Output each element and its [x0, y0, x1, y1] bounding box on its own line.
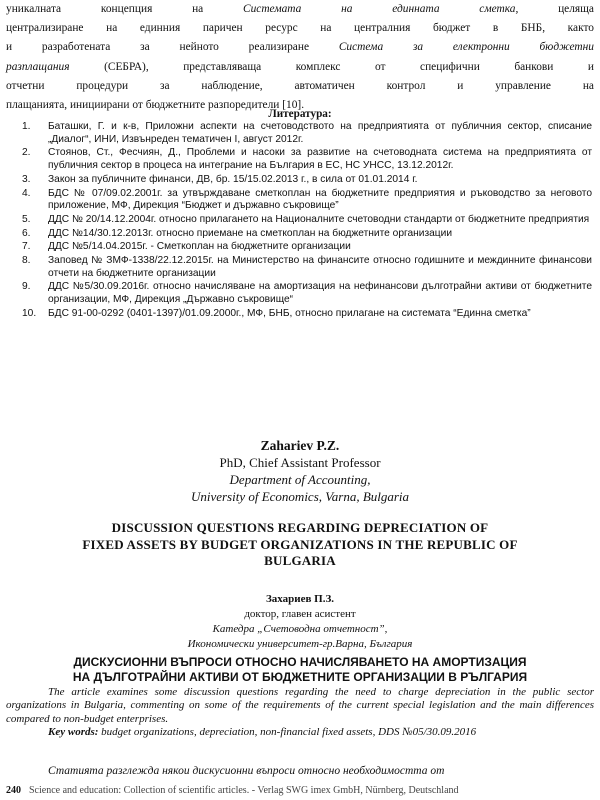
reference-number: 7.	[22, 241, 31, 253]
page-number: 240	[6, 785, 21, 796]
intro-text: отчетни процедури за наблюдение, автоматичен контрол и управление на	[6, 79, 594, 92]
reference-item	[22, 308, 592, 321]
intro-line-1	[6, 0, 594, 19]
footer-text: Science and education: Collection of scientific articles. - Verlag SWG imex GmbH, Nürnberg, Deutschland	[29, 785, 459, 796]
keywords	[6, 726, 594, 739]
reference-text: Заповед № ЗМФ-1338/22.12.2015г. на Министерство на финансите относно годишните и междинните финансови отчети на бюджетните организации	[48, 255, 592, 279]
abstract-en: The article examines some discussion questions regarding the need to charge depreciation in the public sector organizations in Bulgaria, commenting on some of the requirements of the current special legislation and the main differences compared to non-budget enterprises.	[6, 686, 594, 725]
intro-text: централизиране на единния паричен ресурс на централния бюджет в БНБ, както	[6, 22, 594, 35]
reference-text: Баташки, Г. и к-в, Приложни аспекти на счетоводството на предприятията от публичния сектор, списание „Диалог“, ИНИ, Извънреден тематичен I, август 2012г.	[48, 121, 592, 145]
intro-emphasis: разплащания	[6, 60, 70, 73]
literature-heading: Литература:	[268, 108, 332, 120]
intro-line-5	[6, 77, 594, 96]
reference-text: БДС 91-00-0292 (0401-1397)/01.09.2000г., МФ, БНБ, относно прилагане на системата “Единна сметка”	[48, 307, 531, 319]
reference-text: Стоянов, Ст., Фесчиян, Д., Проблеми и насоки за развитие на счетоводната система на предприятията от публичния сектор в процеса на интеграние на България в ЕС, НС УНСС, 13.12.2012г.	[48, 147, 592, 172]
reference-number: 9.	[22, 281, 31, 293]
reference-number: 8.	[22, 255, 31, 267]
intro-paragraph	[6, 0, 594, 115]
intro-text: уникалната концепция на	[6, 3, 243, 15]
intro-text: и разработената за нейното реализиране	[6, 41, 339, 54]
reference-number: 6.	[22, 227, 31, 239]
keywords-text: budget organizations, depreciation, non-financial fixed assets, DDS №05/30.09.2016	[98, 726, 477, 738]
reference-item	[22, 147, 592, 172]
intro-text: (СЕБРА), представляваща комплекс от специфични банкови и	[69, 60, 594, 73]
intro-line-3	[6, 38, 594, 57]
author-department-bg: Катедра „Счетоводна отчетност”,	[212, 623, 388, 635]
reference-item	[22, 255, 592, 280]
reference-text: ДДС №5/30.09.2016г. относно начисляване на амортизация на нефинансови дълготрайни активи от бюджетните организации, МФ, Дирекция „Държавно съкровище“	[48, 281, 592, 306]
reference-item	[22, 241, 592, 254]
keywords-label: Key words:	[48, 726, 99, 738]
title-line: НА ДЪЛГОТРАЙНИ АКТИВИ ОТ БЮДЖЕТНИТЕ ОРГАНИЗАЦИИ В РЪЛГАРИЯ	[72, 669, 528, 684]
references-list	[22, 121, 592, 322]
reference-item	[22, 174, 592, 187]
article-title-en	[0, 520, 600, 570]
reference-text: ДДС № 20/14.12.2004г. относно прилагането на Националните счетоводни стандарти от бюджетните предприятия	[48, 213, 590, 225]
reference-item	[22, 214, 592, 227]
author-university-bg: Икономически университет-гр.Варна, България	[187, 638, 413, 650]
intro-line-4	[6, 58, 594, 77]
article-title-bg	[0, 655, 600, 685]
title-line: DISCUSSION QUESTIONS REGARDING DEPRECIATION OF	[111, 520, 489, 535]
page-footer	[6, 784, 459, 797]
title-line: FIXED ASSETS BY BUDGET ORGANIZATIONS IN THE REPUBLIC OF	[82, 536, 518, 552]
reference-item	[22, 188, 592, 213]
author-name-en: Zahariev P.Z.	[260, 438, 340, 453]
intro-line-2	[6, 19, 594, 38]
reference-text: БДС № 07/09.02.2001г. за утвърждаване сметкоплан на бюджетните предприятия и ръководство за неговото приложение, МФ, Дирекция “Бюджет и държавно съкровище”	[48, 187, 592, 212]
author-position-en: PhD, Chief Assistant Professor	[219, 455, 381, 470]
author-position-bg: доктор, главен асистент	[244, 608, 356, 620]
reference-item	[22, 281, 592, 306]
intro-emphasis: Системата на единната сметка,	[242, 3, 519, 15]
reference-text: ДДС №14/30.12.2013г. относно приемане на сметкоплан на бюджетните организации	[48, 227, 453, 239]
reference-number: 5.	[22, 213, 31, 225]
reference-text: Закон за публичните финанси, ДВ, бр. 15/15.02.2013 г., в сила от 01.01.2014 г.	[48, 173, 418, 185]
reference-item	[22, 121, 592, 146]
title-line: ДИСКУСИОННИ ВЪПРОСИ ОТНОСНО НАЧИСЛЯВАНЕТО НА АМОРТИЗАЦИЯ	[73, 655, 527, 669]
reference-number: 10.	[22, 307, 37, 319]
reference-number: 4.	[22, 187, 31, 199]
intro-text: целяща	[518, 3, 594, 15]
intro-text: плащанията, инициирани от бюджетните разпоредители [10].	[6, 99, 305, 112]
title-line: BULGARIA	[264, 553, 336, 568]
reference-number: 3.	[22, 173, 31, 185]
reference-number: 1.	[22, 121, 31, 132]
reference-text: ДДС №5/14.04.2015г. - Сметкоплан на бюджетните организации	[48, 241, 351, 253]
intro-emphasis: Система за електронни бюджетни	[338, 41, 595, 54]
author-university-en: University of Economics, Varna, Bulgaria	[190, 489, 410, 504]
reference-number: 2.	[22, 147, 31, 159]
abstract-bg-start: Статията разглежда някои дискусионни въпроси относно необходимостта от	[48, 765, 445, 777]
author-name-bg: Захариев П.З.	[265, 593, 335, 605]
author-department-en: Department of Accounting,	[229, 472, 371, 487]
reference-item	[22, 228, 592, 241]
